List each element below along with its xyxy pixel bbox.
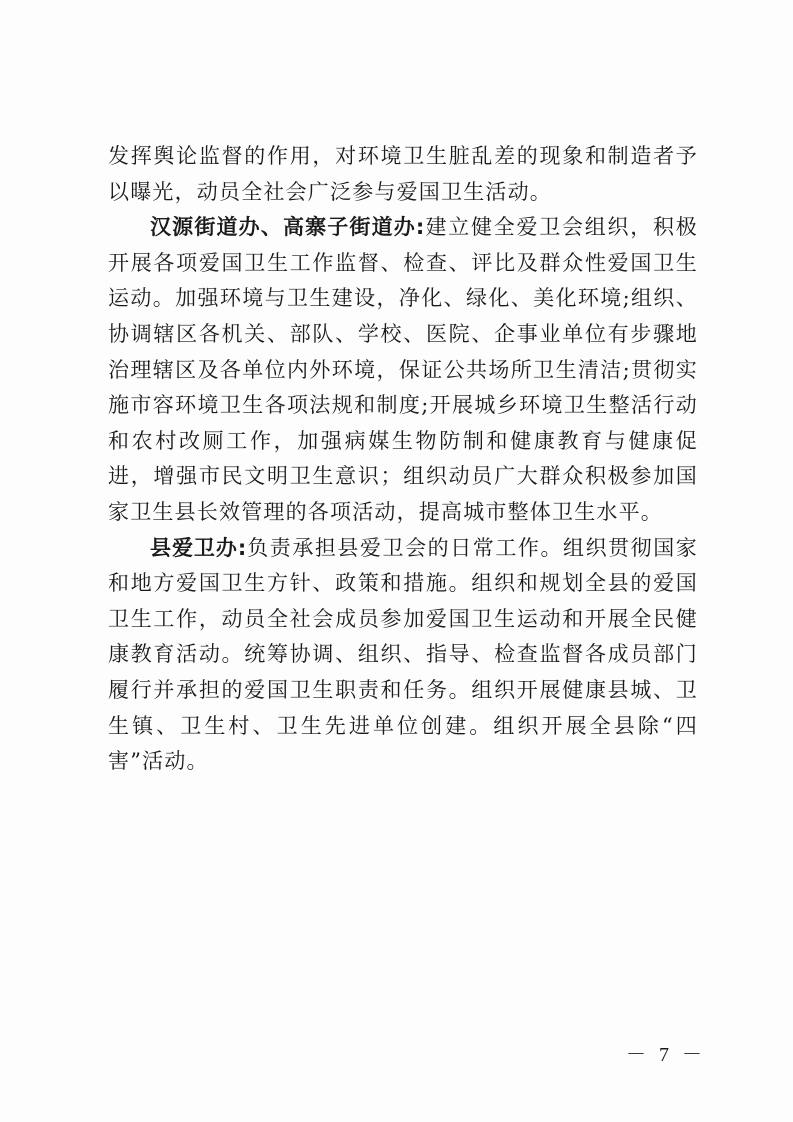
document-body xyxy=(108,139,698,780)
paragraph-text: 发挥舆论监督的作用，对环境卫生脏乱差的现象和制造者予以曝光，动员全社会广泛参与爱国卫生活动。 xyxy=(108,144,698,204)
paragraph-street-offices xyxy=(108,210,698,530)
page-number: － 7 － xyxy=(626,1044,706,1066)
paragraph-text: 建立健全爱卫会组织，积极开展各项爱国卫生工作监督、检查、评比及群众性爱国卫生运动。加强环境与卫生建设，净化、绿化、美化环境;组织、协调辖区各机关、部队、学校、医院、企事业单位有步骤地治理辖区及各单位内外环境，保证公共场所卫生清洁;贯彻实施市容环境卫生各项法规和制度;开展城乡环境卫生整活行动和农村改厕工作，加强病媒生物防制和健康教育与健康促进，增强市民文明卫生意识；组织动员广大群众积极参加国家卫生县长效管理的各项活动，提高城市整体卫生水平。 xyxy=(108,215,699,524)
paragraph-county-office xyxy=(108,531,698,780)
paragraph-heading: 汉源街道办、高寨子街道办: xyxy=(150,215,425,240)
paragraph-heading: 县爱卫办: xyxy=(150,535,247,560)
paragraph-text: 负责承担县爱卫会的日常工作。组织贯彻国家和地方爱国卫生方针、政策和措施。组织和规划全县的爱国卫生工作，动员全社会成员参加爱国卫生运动和开展全民健康教育活动。统筹协调、组织、指导、检查监督各成员部门履行并承担的爱国卫生职责和任务。组织开展健康县城、卫生镇、卫生村、卫生先进单位创建。组织开展全县除“四害”活动。 xyxy=(108,535,699,774)
paragraph-continuation xyxy=(108,139,698,210)
